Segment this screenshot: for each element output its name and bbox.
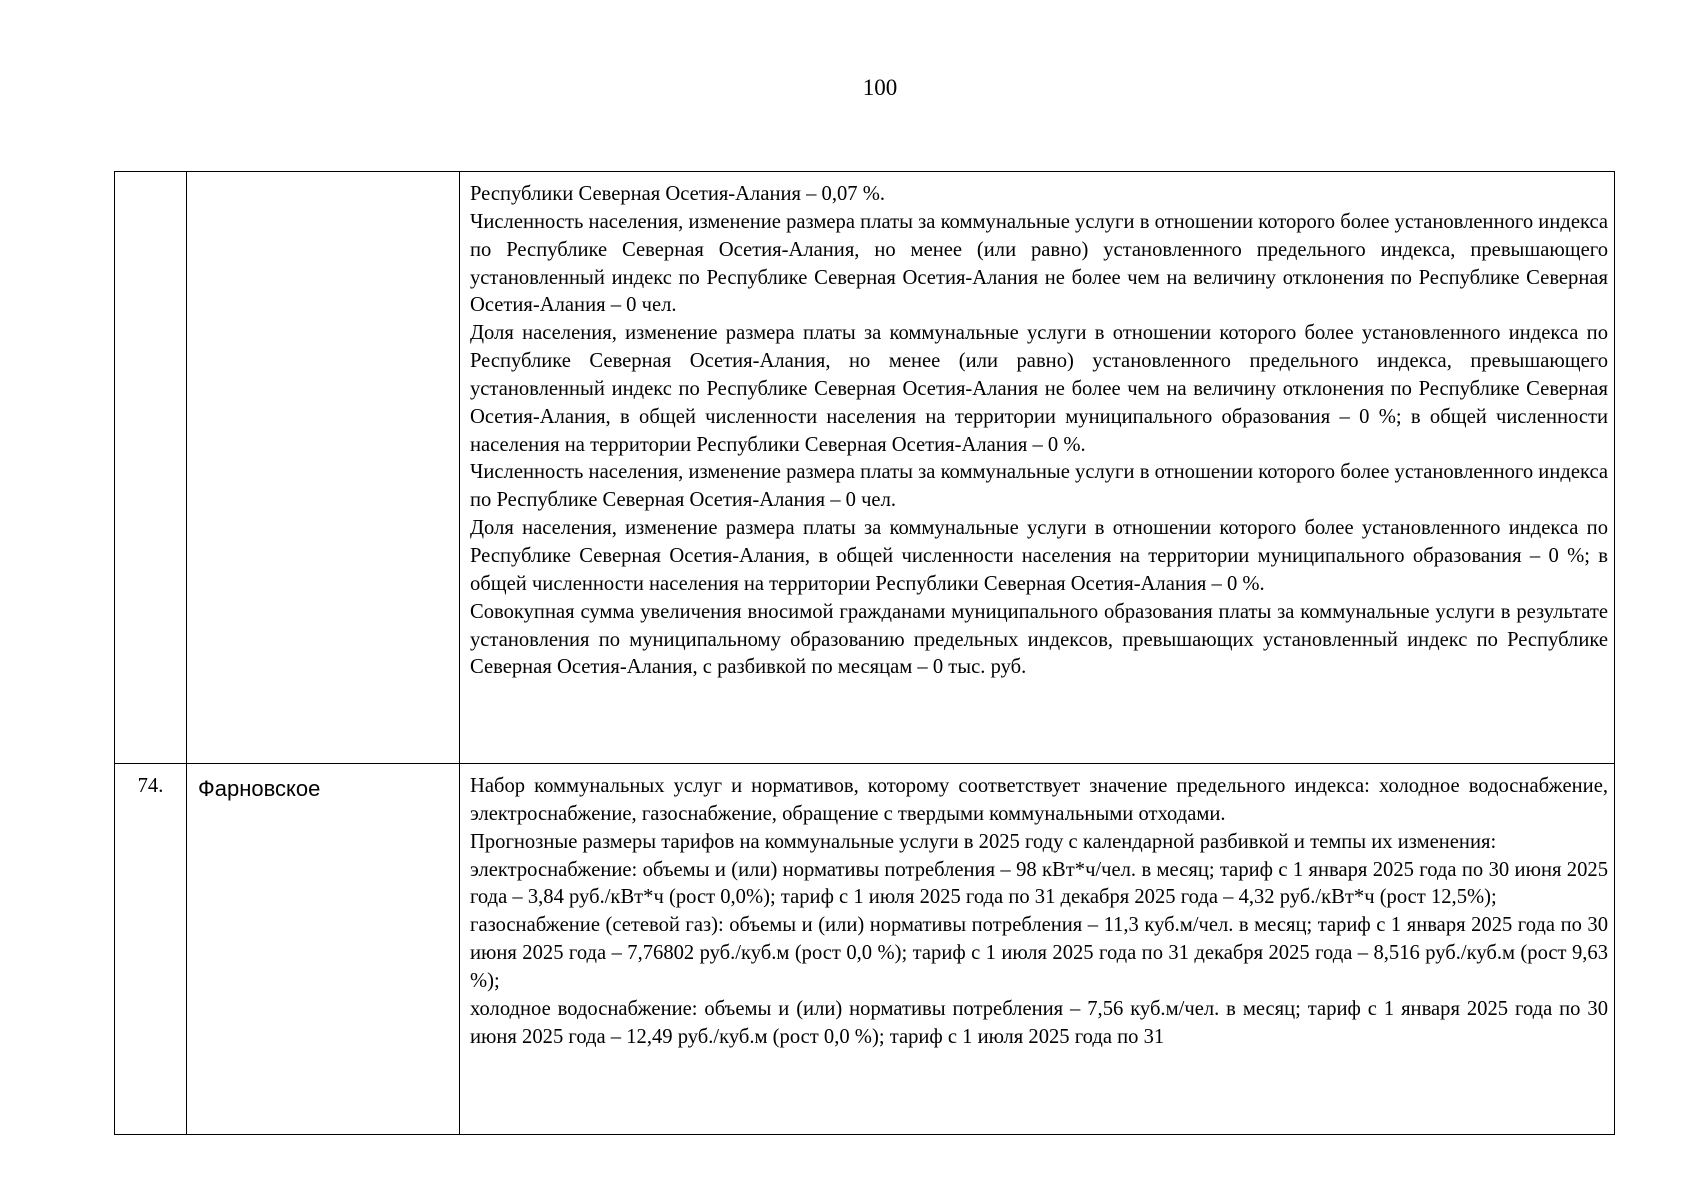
paragraph: Доля населения, изменение размера платы за коммунальные услуги в отношении которого более установленного индекса по Республике Северная Осетия-Алания, в общей численности населения на территории муниципального образования – 0 %; в общей численности населения на территории Республики Северная Осетия-Алания – 0 %. — [470, 517, 1608, 595]
description-cell — [460, 172, 1615, 764]
paragraph: газоснабжение (сетевой газ): объемы и (или) нормативы потребления – 11,3 куб.м/чел. в месяц; тариф с 1 января 2025 года по 30 июня 2025 года – 7,76802 руб./куб.м (рост 0,0 %); тариф с 1 июля 2025 года по 31 декабря 2025 года – 8,516 руб./куб.м (рост 9,63 %); — [470, 914, 1608, 992]
table-row — [115, 764, 1615, 1135]
paragraph: Прогнозные размеры тарифов на коммунальные услуги в 2025 году с календарной разбивкой и темпы их изменения: — [470, 830, 1497, 853]
paragraph: Республики Северная Осетия-Алания – 0,07 %. — [470, 183, 886, 205]
row-number-cell — [115, 172, 187, 764]
paragraph: Набор коммунальных услуг и нормативов, которому соответствует значение предельного индекса: холодное водоснабжение, электроснабжение, газоснабжение, обращение с твердыми коммунальными отходами. — [470, 775, 1608, 825]
paragraph: электроснабжение: объемы и (или) нормативы потребления – 98 кВт*ч/чел. в месяц; тариф с 1 января 2025 года по 30 июня 2025 года – 3,84 руб./кВт*ч (рост 0,0%); тариф с 1 июля 2025 года по 31 декабря 2025 года – 4,32 руб./кВт*ч (рост 12,5%); — [470, 858, 1608, 909]
paragraph: холодное водоснабжение: объемы и (или) нормативы потребления – 7,56 куб.м/чел. в месяц; тариф с 1 января 2025 года по 30 июня 2025 года – 12,49 руб./куб.м (рост 0,0 %); тариф с 1 июля 2025 года по 31 — [470, 997, 1608, 1048]
municipality-name-cell: Фарновское — [187, 764, 460, 1135]
description-cell — [460, 764, 1615, 1135]
paragraph: Совокупная сумма увеличения вносимой гражданами муниципального образования платы за коммунальные услуги в результате установления по муниципальному образованию предельных индексов, превышающих установленный индекс по Республике Северная Осетия-Алания, с разбивкой по месяцам – 0 тыс. руб. — [470, 600, 1608, 679]
municipality-name-cell — [187, 172, 460, 764]
paragraph: Численность населения, изменение размера платы за коммунальные услуги в отношении которого более установленного индекса по Республике Северная Осетия-Алания, но менее (или равно) установленного предельного индекса, превышающего установленный индекс по Республике Северная Осетия-Алания не более чем на величину отклонения по Республике Северная Осетия-Алания – 0 чел. — [470, 210, 1608, 317]
page-number: 100 — [862, 75, 898, 100]
paragraph: Численность населения, изменение размера платы за коммунальные услуги в отношении которого более установленного индекса по Республике Северная Осетия-Алания – 0 чел. — [470, 461, 1608, 512]
municipality-table — [114, 171, 1615, 1135]
paragraph: Доля населения, изменение размера платы за коммунальные услуги в отношении которого более установленного индекса по Республике Северная Осетия-Алания, но менее (или равно) установленного предельного индекса, превышающего установленный индекс по Республике Северная Осетия-Алания не более чем на величину отклонения по Республике Северная Осетия-Алания, в общей численности населения на территории муниципального образования – 0 %; в общей численности населения на территории Республики Северная Осетия-Алания – 0 %. — [470, 322, 1608, 456]
row-number-cell: 74. — [115, 764, 187, 1135]
table-row — [115, 172, 1615, 764]
